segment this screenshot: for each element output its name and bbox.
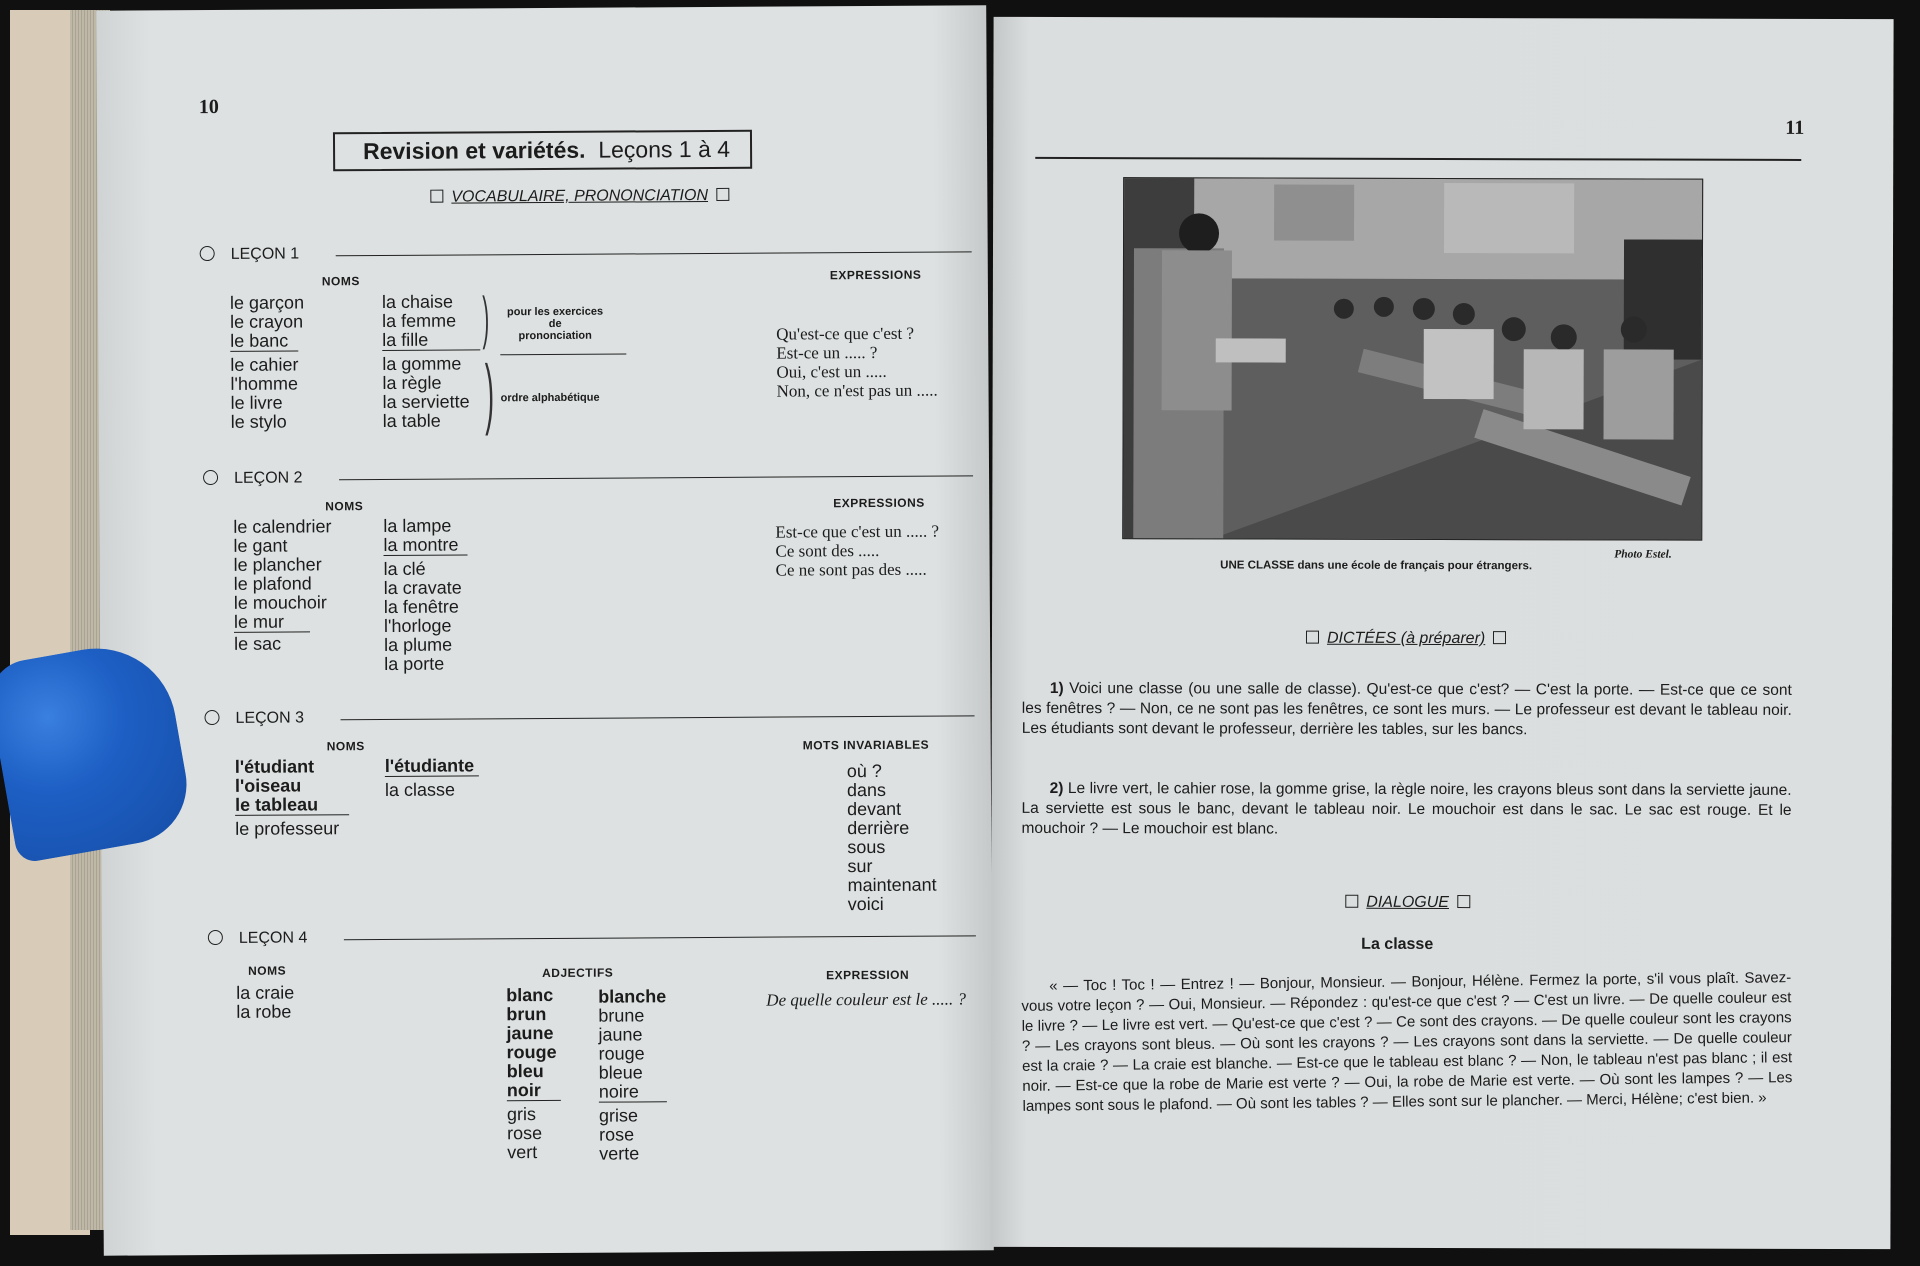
noun: la gomme [382,353,462,374]
lesson2-nouns-fem [383,516,468,674]
expression-label: EXPRESSION [826,967,910,983]
photo-credit: Photo Estel. [1614,548,1672,561]
noms-label: NOMS [248,963,287,978]
brace-icon: ) [482,285,490,351]
noun: le crayon [230,311,304,332]
word: où ? [846,760,882,782]
adjective: blanc [506,984,554,1006]
noun: la règle [382,372,442,393]
noun: le tableau [235,795,349,816]
expressions-label: EXPRESSIONS [833,495,925,511]
noun: la cravate [383,577,462,598]
adjective: vert [507,1142,538,1163]
brace-icon: ) [484,348,495,437]
noun: la porte [384,653,445,674]
noun: l'horloge [383,615,452,636]
noms-label: NOMS [321,274,360,289]
noun: la craie [236,982,295,1003]
adjectifs-label: ADJECTIFS [542,965,614,981]
expression: Oui, c'est un ..... [776,361,887,382]
square-bullet-icon [1306,631,1319,644]
noun: la montre [383,535,467,556]
lesson1-nouns-masc [230,293,305,431]
note-line: pour les exercices [507,305,604,319]
noun: le calendrier [233,516,332,537]
square-bullet-icon [1345,895,1358,908]
dialogue-heading-text: DIALOGUE [1366,893,1450,912]
noms-label: NOMS [326,739,365,754]
paragraph-text: Voici une classe (ou une salle de classe). Qu'est-ce que c'est? — C'est la porte. — Est-ce que ce sont les fenêtres ? — Non, ce ne sont pas les fenêtres, ce sont les murs. — Le professeur est devant le tableau noir. Les étudiants sont devant le professeur, derrière les tables, sur les bancs. [1021,680,1792,739]
noun: la femme [382,310,457,331]
square-bullet-icon [716,188,729,201]
noun: l'étudiante [385,756,479,777]
word: maintenant [847,874,937,896]
section-heading [422,187,737,207]
lesson2-nouns-masc [233,517,332,654]
dictation-paragraph-1 [1022,679,1792,741]
word: sous [847,836,886,858]
adjective: bleue [598,1062,643,1083]
expression: Est-ce un ..... ? [776,342,878,363]
noun: la chaise [381,291,454,312]
word: dans [846,779,887,801]
lesson-label-text: LEÇON 2 [234,469,303,487]
adjective: jaune [506,1022,554,1044]
note-pronunciation [500,306,610,343]
expression: Qu'est-ce que c'est ? [776,323,915,344]
lesson-rule [336,251,972,256]
word: voici [847,893,884,915]
adjective: bleu [506,1061,544,1082]
lesson1-expressions [776,324,938,401]
circle-bullet-icon [203,470,218,485]
noun: le garçon [229,292,305,313]
noun: le mouchoir [233,592,327,613]
lesson-label-text: LEÇON 4 [238,929,308,947]
lesson-label-text: LEÇON 1 [230,245,300,263]
noun: la fenêtre [383,596,459,617]
lesson3-nouns-fem [385,756,479,800]
lesson-2-label [203,469,303,488]
circle-bullet-icon [204,710,219,725]
lesson-3-label [204,709,304,728]
lesson4-nouns [236,984,294,1022]
noun: le mur [234,612,310,632]
lesson-rule [339,475,973,480]
title-bold: Revision et variétés. [362,136,586,165]
lesson1-nouns-fem [382,292,481,431]
adjective: rouge [506,1041,557,1063]
adjectives-masculine [506,986,561,1162]
noun: l'homme [230,373,299,394]
section-heading-text: VOCABULAIRE, PRONONCIATION [451,186,709,206]
noun: la fille [382,330,480,351]
lesson2-expressions [775,522,939,580]
word: derrière [847,817,910,839]
expression: Non, ce n'est pas un ..... [776,380,938,401]
expression: Ce ne sont pas des ..... [775,559,927,580]
classroom-photo [1122,177,1703,541]
noun: la lampe [383,515,452,536]
noun: le gant [233,535,288,556]
noun: la classe [384,779,456,800]
noun: le livre [230,392,283,413]
page-title [333,130,752,172]
lesson-4-label [208,929,308,948]
square-bullet-icon [1457,895,1470,908]
noun: l'étudiant [234,756,315,777]
square-bullet-icon [430,190,443,203]
word: sur [847,856,873,877]
adjective: jaune [598,1024,643,1045]
invariable-words [847,762,937,915]
noun: le plancher [233,554,322,575]
paragraph-number: 2) [1049,779,1064,798]
noun: le professeur [235,818,340,839]
circle-bullet-icon [208,930,223,945]
header-rule [1035,157,1801,161]
adjective: rouge [598,1043,645,1064]
lesson4-expression: De quelle couleur est le ..... ? [766,989,967,1010]
adjectives-feminine [598,987,667,1163]
adjective: gris [506,1104,537,1125]
noun: le sac [234,633,282,654]
lesson-rule [341,715,975,720]
circle-bullet-icon [200,246,215,261]
paragraph-text: Le livre vert, le cahier rose, la gomme grise, la règle noire, les crayons bleus sont dans la serviette jaune. La serviette est sous le banc, devant le tableau noir. Le mouchoir est dans le sac. Le sac est rouge. Et le mouchoir ? — Le mouchoir est blanc. [1021,780,1792,838]
adjective: rose [599,1124,635,1145]
noun: la plume [384,634,453,655]
lesson3-nouns-masc [235,757,349,839]
expressions-label: EXPRESSIONS [829,267,922,283]
adjective: grise [598,1105,639,1126]
adjective: noire [599,1082,667,1102]
lesson-rule [344,935,976,940]
page-number: 10 [198,95,219,119]
dictees-heading-text: DICTÉES (à préparer) [1326,629,1486,648]
dialogue-heading [1337,894,1478,912]
expression: Ce sont des ..... [775,540,880,561]
adjective: brune [598,1005,645,1026]
note-rule [500,353,626,355]
adjective: brun [506,1003,547,1025]
dialogue-title: La classe [1361,935,1434,953]
noun: le cahier [230,354,299,375]
left-page [96,5,994,1255]
lesson-1-label [200,245,300,264]
word: devant [847,798,902,820]
adjective: blanche [598,986,667,1007]
page-number: 11 [1785,116,1805,139]
noun: le plafond [233,573,312,594]
noun: le stylo [230,411,287,432]
dictation-paragraph-2 [1021,779,1791,841]
note-line: prononciation [518,329,592,343]
noun: le banc [230,332,298,352]
noun: la serviette [382,391,470,412]
expression: Est-ce que c'est un ..... ? [775,521,940,542]
mots-label: MOTS INVARIABLES [802,737,930,753]
paragraph-number: 1) [1049,679,1064,698]
lesson-label-text: LEÇON 3 [235,709,305,727]
noun: la clé [383,558,426,579]
dialogue-text: « — Toc ! Toc ! — Entrez ! — Bonjour, Monsieur. — Bonjour, Hélène. Fermez la porte, s'il vous plaît. Savez-vous votre leçon ? — Oui, Monsieur. — Répondez : qu'est-ce que c'est ? — C'est un livre. — De quelle couleur est le livre ? — Le livre est vert. — Qu'est-ce que c'est ? — Ce sont des crayons. — De quelle couleur sont les crayons ? — Les crayons sont bleus. — Où sont les crayons ? — Les crayons sont dans la serviette. — De quelle couleur est la craie ? — La craie est blanche. — Est-ce que le tableau est blanc ? — Non, le tableau n'est pas blanc ; il est noir. — Est-ce que la robe de Marie est verte ? — Oui, la robe de Marie est verte. — Où sont les lampes ? — Les lampes sont sous le plafond. — Où sont les tables ? — Elles sont sur le plancher. — Merci, Hélène; c'est bien. » [1021,969,1793,1115]
classroom-photo-graphic [1123,178,1702,540]
adjective: noir [507,1081,561,1101]
photo-caption: UNE CLASSE dans une école de français pour étrangers. [1220,559,1533,573]
dictees-heading [1298,630,1514,649]
note-line: de [548,317,562,330]
title-rest: Leçons 1 à 4 [598,135,731,163]
adjective: verte [599,1143,640,1164]
noun: la robe [236,1001,292,1022]
right-page [990,17,1893,1249]
noun: l'oiseau [234,775,302,796]
square-bullet-icon [1493,631,1506,644]
adjective: rose [507,1123,543,1144]
note-alphabetical: ordre alphabétique [500,391,600,405]
noms-label: NOMS [325,499,364,514]
noun: la table [382,410,441,431]
